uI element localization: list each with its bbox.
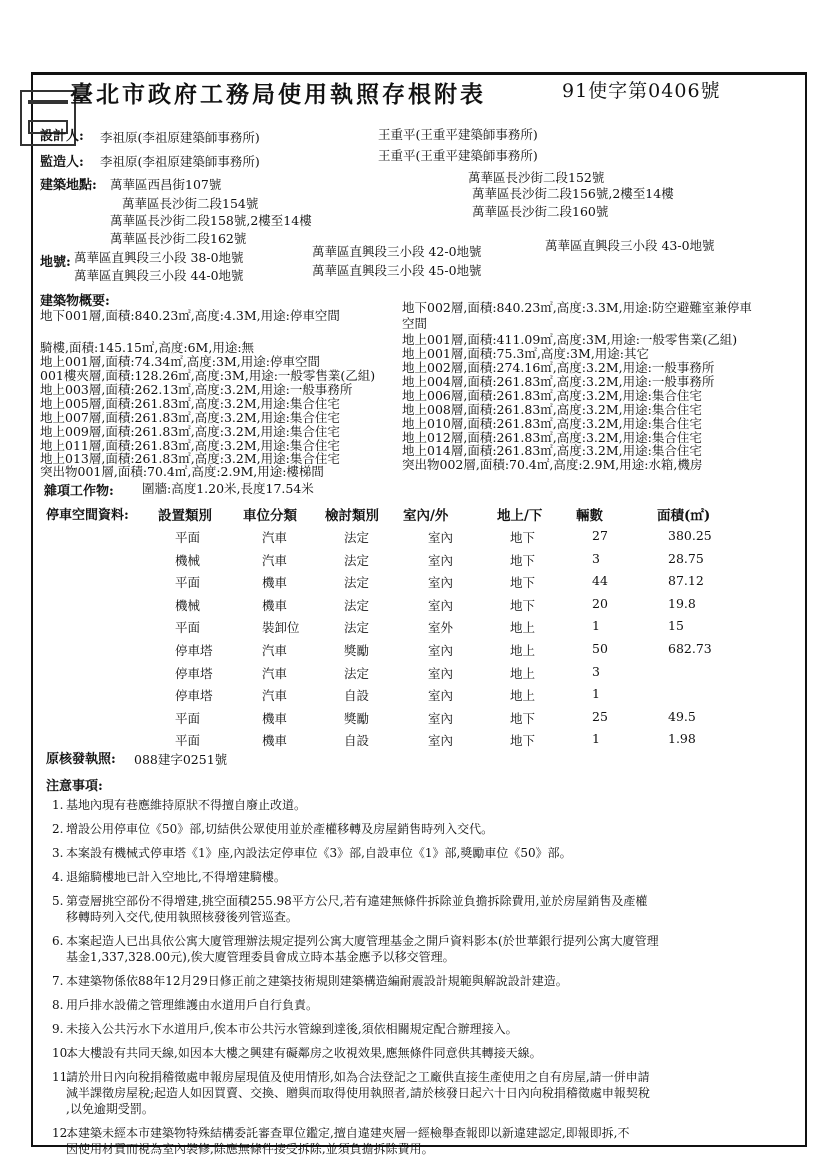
note-item (52, 797, 787, 813)
overview-left-item: 地上011層,面積:261.83㎡,高度:3.2M,用途:集合住宅 (40, 438, 340, 453)
parking-cell-indoor-outdoor: 室內 (428, 733, 454, 749)
note-text: 本建築未經本市建築物特殊結構委託審查單位鑑定,擅自違建夾層一經檢舉查報即以新違建認定,即報即拆,不 (66, 1126, 630, 1140)
note-item (52, 1045, 787, 1061)
overview-left-item: 001樓夾層,面積:128.26㎡,高度:3M,用途:一般零售業(乙組) (40, 368, 376, 383)
parking-cell-review-type: 法定 (344, 530, 370, 545)
page-title: 臺北市政府工務局使用執照存根附表 (70, 81, 486, 108)
note-item (52, 845, 787, 861)
overview-right-item: 地上010層,面積:261.83㎡,高度:3.2M,用途:集合住宅 (402, 416, 702, 431)
parking-row (0, 618, 840, 638)
parking-cell-review-type: 法定 (344, 575, 370, 591)
note-number: 9. (52, 1022, 64, 1036)
permit-number: 91使字第0406號 (562, 80, 721, 102)
parking-cell-review-type: 獎勵 (344, 710, 370, 726)
site-item: 萬華區長沙街二段152號 (468, 170, 605, 185)
parking-cell-car-type: 機車 (262, 733, 288, 749)
parking-cell-car-type: 汽車 (262, 665, 288, 681)
parking-header-indoor-outdoor: 室內/外 (403, 508, 449, 524)
parking-cell-car-type: 汽車 (262, 688, 288, 704)
note-text: 本案設有機械式停車塔《1》座,內設法定停車位《3》部,自設車位《1》部,獎勵車位《50》部。 (66, 846, 572, 860)
note-item (52, 821, 787, 837)
misc-value: 圍牆:高度1.20米,長度17.54米 (142, 481, 314, 496)
parking-header-review-type: 檢討類別 (325, 508, 379, 524)
parking-row (0, 664, 840, 684)
parking-cell-count: 1 (592, 686, 600, 702)
parking-cell-car-type: 機車 (262, 710, 288, 726)
site-item: 萬華區長沙街二段154號 (122, 196, 259, 211)
parking-cell-car-type: 機車 (262, 575, 288, 591)
designer-label: 設計人: (40, 129, 84, 144)
parking-row (0, 551, 840, 571)
parking-header-setting-type: 設置類別 (158, 508, 212, 524)
note-number: 1. (52, 798, 64, 812)
note-text: 因使用材質而視為室內裝修,除應無條件接受拆除,並須負擔拆除費用。 (66, 1142, 434, 1156)
parking-cell-indoor-outdoor: 室內 (428, 643, 454, 658)
parking-cell-count: 1 (592, 731, 600, 747)
parking-cell-area: 682.73 (668, 641, 712, 656)
parking-cell-count: 20 (592, 595, 608, 611)
parking-cell-count: 44 (592, 573, 608, 589)
parking-cell-review-type: 法定 (344, 552, 370, 568)
overview-right-item: 地上014層,面積:261.83㎡,高度:3.2M,用途:集合住宅 (402, 443, 702, 458)
overview-label: 建築物概要: (40, 294, 110, 309)
lot-item: 萬華區直興段三小段 43-0地號 (545, 238, 715, 253)
parking-cell-area: 1.98 (668, 731, 696, 747)
site-item: 萬華區西昌街107號 (110, 177, 222, 192)
parking-header-above-below: 地上/下 (497, 508, 543, 524)
parking-label: 停車空間資料: (46, 508, 129, 523)
overview-left-item: 地上005層,面積:261.83㎡,高度:3.2M,用途:集合住宅 (40, 396, 340, 411)
overview-right-item: 地上004層,面積:261.83㎡,高度:3.2M,用途:一般事務所 (402, 374, 715, 389)
designer-name-a: 李祖原(李祖原建築師事務所) (100, 130, 260, 145)
parking-row (0, 528, 840, 548)
note-number: 12. (52, 1126, 72, 1140)
parking-cell-area: 19.8 (668, 595, 696, 611)
parking-cell-count: 3 (592, 663, 600, 679)
overview-left-item: 地下001層,面積:840.23㎡,高度:4.3M,用途:停車空間 (40, 308, 340, 323)
note-text: 用戶排水設備之管理維護由水道用戶自行負責。 (66, 998, 319, 1012)
parking-cell-above-below: 地上 (510, 643, 536, 658)
note-number: 7. (52, 974, 64, 988)
parking-cell-setting-type: 停車塔 (175, 643, 213, 658)
parking-cell-review-type: 自設 (344, 733, 370, 749)
overview-left-item: 地上001層,面積:74.34㎡,高度:3M,用途:停車空間 (40, 354, 320, 369)
overview-right-item: 突出物002層,面積:70.4㎡,高度:2.9M,用途:水箱,機房 (402, 457, 703, 472)
note-number: 6. (52, 934, 64, 948)
note-text: 基地內現有巷應維持原狀不得擅自廢止改道。 (66, 798, 307, 812)
parking-cell-above-below: 地下 (510, 530, 536, 545)
note-text: 增設公用停車位《50》部,切結供公眾使用並於產權移轉及房屋銷售時列入交代。 (66, 822, 494, 836)
note-number: 2. (52, 822, 64, 836)
overview-left-item: 地上003層,面積:262.13㎡,高度:3.2M,用途:一般事務所 (40, 382, 353, 397)
parking-cell-indoor-outdoor: 室外 (428, 620, 454, 636)
parking-cell-indoor-outdoor: 室內 (428, 597, 454, 613)
overview-left-item: 突出物001層,面積:70.4㎡,高度:2.9M,用途:樓梯間 (40, 464, 324, 479)
parking-cell-setting-type: 平面 (175, 530, 201, 545)
site-label: 建築地點: (40, 178, 97, 193)
note-text: 減半課徵房屋稅;起造人如因買賣、交換、贈與而取得使用執照者,請於核發日起六十日內向稅捐稽徵處申報契稅 (66, 1086, 650, 1100)
parking-cell-car-type: 汽車 (262, 643, 288, 658)
overview-right-item: 地上012層,面積:261.83㎡,高度:3.2M,用途:集合住宅 (402, 430, 702, 445)
overview-right-item: 地上006層,面積:261.83㎡,高度:3.2M,用途:集合住宅 (402, 388, 702, 403)
site-item: 萬華區長沙街二段160號 (472, 204, 609, 219)
parking-cell-review-type: 獎勵 (344, 643, 370, 658)
parking-cell-indoor-outdoor: 室內 (428, 530, 454, 545)
lot-label: 地號: (40, 255, 71, 270)
note-item (52, 1125, 787, 1157)
parking-cell-car-type: 汽車 (262, 552, 288, 568)
note-number: 4. (52, 870, 64, 884)
note-item (52, 893, 787, 925)
lot-item: 萬華區直興段三小段 38-0地號 (74, 250, 244, 265)
note-text: 退縮騎樓地已計入空地比,不得增建騎樓。 (66, 870, 286, 884)
note-number: 11. (52, 1070, 72, 1084)
parking-header-car-type: 車位分類 (243, 508, 297, 524)
parking-cell-setting-type: 平面 (175, 575, 201, 591)
parking-cell-setting-type: 平面 (175, 620, 201, 636)
note-item (52, 1021, 787, 1037)
parking-cell-area: 49.5 (668, 708, 696, 724)
parking-cell-above-below: 地下 (510, 597, 536, 613)
parking-cell-indoor-outdoor: 室內 (428, 710, 454, 726)
parking-cell-area: 28.75 (668, 550, 704, 566)
parking-cell-indoor-outdoor: 室內 (428, 665, 454, 681)
parking-cell-above-below: 地上 (510, 665, 536, 681)
parking-cell-car-type: 機車 (262, 597, 288, 613)
original-permit-value: 088建字0251號 (134, 752, 228, 767)
overview-right-item: 地下002層,面積:840.23㎡,高度:3.3M,用途:防空避難室兼停車 (402, 300, 752, 315)
supervisor-label: 監造人: (40, 155, 84, 170)
designer-name-b: 王重平(王重平建築師事務所) (378, 127, 538, 142)
note-text: 未接入公共污水下水道用戶,俟本市公共污水管線到達後,須依相關規定配合辦理接入。 (66, 1022, 518, 1036)
parking-cell-setting-type: 平面 (175, 710, 201, 726)
parking-cell-area: 380.25 (668, 528, 712, 543)
parking-cell-indoor-outdoor: 室內 (428, 575, 454, 591)
misc-label: 雜項工作物: (44, 484, 114, 499)
parking-cell-indoor-outdoor: 室內 (428, 688, 454, 704)
parking-cell-review-type: 法定 (344, 665, 370, 681)
parking-cell-count: 25 (592, 708, 608, 724)
overview-left-item: 地上013層,面積:261.83㎡,高度:3.2M,用途:集合住宅 (40, 451, 340, 466)
parking-row (0, 641, 840, 661)
parking-row (0, 596, 840, 616)
overview-right-item: 地上008層,面積:261.83㎡,高度:3.2M,用途:集合住宅 (402, 402, 702, 417)
note-text: 本大樓設有共同天線,如因本大樓之興建有礙鄰房之收視效果,應無條件同意供其轉接天線。 (66, 1046, 542, 1060)
parking-cell-indoor-outdoor: 室內 (428, 552, 454, 568)
lot-item: 萬華區直興段三小段 45-0地號 (312, 263, 482, 278)
overview-left-item: 地上009層,面積:261.83㎡,高度:3.2M,用途:集合住宅 (40, 424, 340, 439)
parking-cell-count: 27 (592, 528, 608, 543)
note-text: 基金1,337,328.00元),俟大廈管理委員會成立時本基金應予以移交管理。 (66, 950, 455, 964)
site-item: 萬華區長沙街二段162號 (110, 231, 247, 246)
parking-row (0, 573, 840, 593)
note-item (52, 1069, 787, 1117)
parking-header-row (0, 504, 840, 524)
overview-right-item: 地上001層,面積:411.09㎡,高度:3M,用途:一般零售業(乙組) (402, 332, 738, 347)
note-number: 5. (52, 894, 64, 908)
note-number: 10. (52, 1046, 72, 1060)
note-text: 本案起造人已出具依公寓大廈管理辦法規定提列公寓大廈管理基金之開戶資料影本(於世華銀行提列公寓大廈管理 (66, 934, 659, 948)
note-text: 第壹層挑空部份不得增建,挑空面積255.98平方公尺,若有違建無條件拆除並負擔拆除費用,並於房屋銷售及產權 (66, 894, 648, 908)
parking-row (0, 709, 840, 729)
supervisor-name-b: 王重平(王重平建築師事務所) (378, 148, 538, 163)
note-text: 移轉時列入交代,使用執照核發後列管巡查。 (66, 910, 298, 924)
original-permit-label: 原核發執照: (46, 752, 116, 767)
parking-cell-above-below: 地上 (510, 688, 536, 704)
note-item (52, 869, 787, 885)
parking-cell-setting-type: 平面 (175, 733, 201, 749)
note-item (52, 933, 787, 965)
note-item (52, 973, 787, 989)
lot-item: 萬華區直興段三小段 42-0地號 (312, 244, 482, 259)
note-text: ,以免逾期受罰。 (66, 1102, 154, 1116)
parking-header-area: 面積(㎡) (657, 508, 711, 524)
note-text: 請於卅日內向稅捐稽徵處申報房屋現值及使用情形,如為合法登記之工廠供直接生產使用之自有房屋,請一併申請 (66, 1070, 650, 1084)
parking-cell-count: 3 (592, 550, 600, 566)
parking-cell-setting-type: 停車塔 (175, 688, 213, 704)
overview-right-item: 地上002層,面積:274.16㎡,高度:3.2M,用途:一般事務所 (402, 360, 715, 375)
parking-cell-review-type: 自設 (344, 688, 370, 704)
overview-right-item: 地上001層,面積:75.3㎡,高度:3M,用途:其它 (402, 346, 649, 361)
note-number: 8. (52, 998, 64, 1012)
overview-left-item: 地上007層,面積:261.83㎡,高度:3.2M,用途:集合住宅 (40, 410, 340, 425)
parking-row (0, 731, 840, 751)
parking-cell-count: 1 (592, 618, 600, 634)
parking-cell-above-below: 地下 (510, 733, 536, 749)
parking-cell-review-type: 法定 (344, 597, 370, 613)
parking-cell-above-below: 地下 (510, 575, 536, 591)
site-item: 萬華區長沙街二段158號,2樓至14樓 (110, 213, 312, 228)
note-number: 3. (52, 846, 64, 860)
parking-row (0, 686, 840, 706)
parking-cell-above-below: 地下 (510, 710, 536, 726)
parking-cell-review-type: 法定 (344, 620, 370, 636)
parking-cell-setting-type: 停車塔 (175, 665, 213, 681)
parking-cell-area: 87.12 (668, 573, 704, 589)
parking-cell-setting-type: 機械 (175, 597, 201, 613)
parking-header-count: 輛數 (576, 508, 603, 524)
parking-cell-area: 15 (668, 618, 684, 634)
note-text: 本建築物係依88年12月29日修正前之建築技術規則建築構造編耐震設計規範與解說設計建造。 (66, 974, 568, 988)
supervisor-name-a: 李祖原(李祖原建築師事務所) (100, 154, 260, 169)
note-item (52, 997, 787, 1013)
parking-cell-setting-type: 機械 (175, 552, 201, 568)
parking-cell-above-below: 地上 (510, 620, 536, 636)
parking-cell-car-type: 裝卸位 (262, 620, 300, 636)
parking-cell-above-below: 地下 (510, 552, 536, 568)
site-item: 萬華區長沙街二段156號,2樓至14樓 (472, 186, 674, 201)
notes-label: 注意事項: (46, 779, 103, 794)
parking-cell-car-type: 汽車 (262, 530, 288, 545)
lot-item: 萬華區直興段三小段 44-0地號 (74, 268, 244, 283)
overview-right-item: 空間 (402, 316, 428, 331)
parking-cell-count: 50 (592, 641, 608, 656)
overview-left-item: 騎樓,面積:145.15㎡,高度:6M,用途:無 (40, 340, 255, 355)
